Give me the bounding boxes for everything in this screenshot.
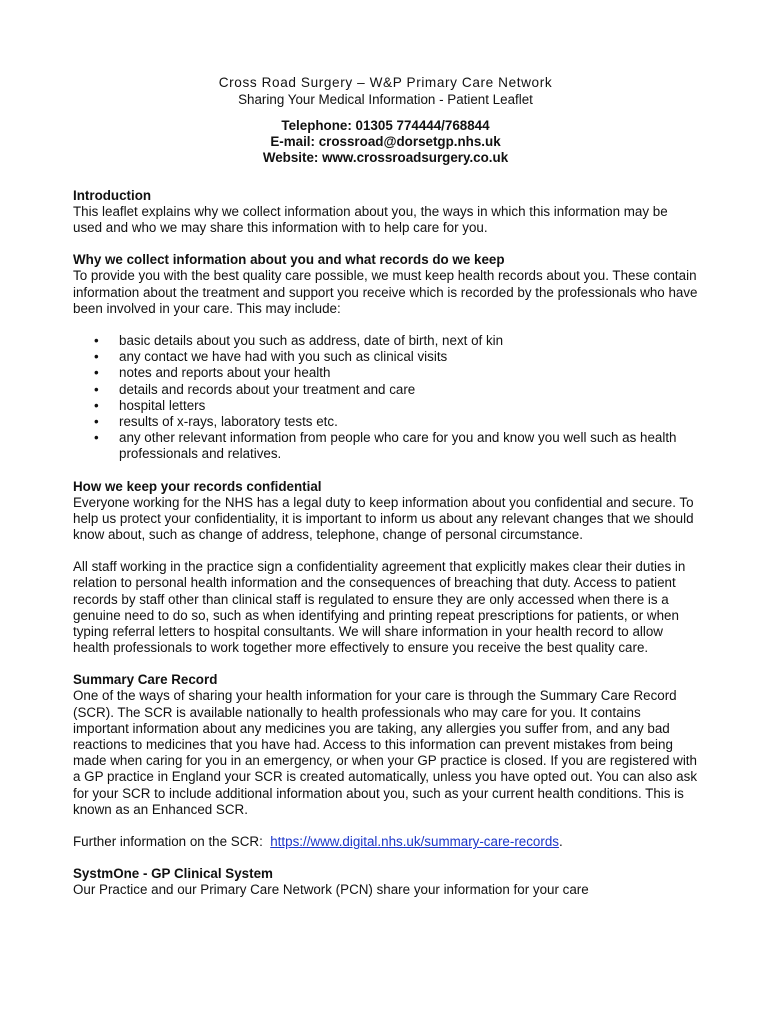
document-subtitle: Sharing Your Medical Information - Patient Leaflet <box>238 92 533 107</box>
systmone-text: Our Practice and our Primary Care Network (PCN) share your information for your care <box>73 882 589 898</box>
telephone-line: Telephone: 01305 774444/768844 <box>281 118 490 133</box>
scr-text: One of the ways of sharing your health information for your care is through the Summary Care Record (SCR). The SCR is available nationally to health professionals who may care for you. It contains important information about any medicines you are taking, any allergies you suffer from, and any bad reactions to medicines that you have had. Access to this information can prevent mistakes from being made when caring for you in an emergency, or when your GP practice is closed. If you are registered with a GP practice in England your SCR is created automatically, unless you have opted out. You can also ask for your SCR to include additional information about you, such as your current health conditions. This is known as an Enhanced SCR. <box>73 688 698 817</box>
scr-further-info <box>73 834 698 850</box>
contact-block <box>73 118 698 166</box>
list-item: • details and records about your treatment and care <box>119 382 698 398</box>
confidential-text-1: Everyone working for the NHS has a legal duty to keep information about you confidential and secure. To help us protect your confidentiality, it is important to inform us about any relevant changes that we should know about, such as change of address, telephone, change of personal circumstance. <box>73 494 694 543</box>
scr-further-prefix: Further information on the SCR: <box>73 834 271 850</box>
document-body <box>73 188 698 899</box>
introduction-text: This leaflet explains why we collect information about you, the ways in which this information may be used and who we may share this information with to help care for you. <box>73 204 668 236</box>
records-list <box>73 333 698 463</box>
confidential-heading: How we keep your records confidential <box>73 478 322 494</box>
list-item: • any other relevant information from people who care for you and know you well such as health professionals and relatives. <box>119 430 698 462</box>
introduction-heading: Introduction <box>73 188 152 203</box>
systmone-heading: SystmOne - GP Clinical System <box>73 866 273 882</box>
website-line: Website: www.crossroadsurgery.co.uk <box>262 150 509 165</box>
scr-heading: Summary Care Record <box>73 672 218 688</box>
document-header <box>73 74 698 166</box>
list-item: • hospital letters <box>119 398 698 414</box>
scr-link[interactable]: https://www.digital.nhs.uk/summary-care-records <box>270 834 559 850</box>
list-item: • any contact we have had with you such as clinical visits <box>119 349 698 365</box>
list-item: • results of x-rays, laboratory tests etc. <box>119 414 698 430</box>
list-item: • basic details about you such as address, date of birth, next of kin <box>119 333 698 349</box>
list-item: • notes and reports about your health <box>119 365 698 381</box>
scr-further-suffix: . <box>558 834 563 850</box>
why-collect-text: To provide you with the best quality care possible, we must keep health records about you. These contain information about the treatment and support you receive which is recorded by the professionals who have been involved in your care. This may include: <box>73 268 698 316</box>
document-title: Cross Road Surgery – W&P Primary Care Network <box>218 75 553 90</box>
confidential-text-2: All staff working in the practice sign a confidentiality agreement that explicitly makes clear their duties in relation to personal health information and the consequences of breaching that duty. Access to patient records by staff other than clinical staff is regulated to ensure they are only accessed when there is a genuine need to do so, such as when identifying and printing repeat prescriptions for patients, or when typing referral letters to hospital consultants. We will share information in your health record to allow health professionals to work together more effectively to ensure you receive the best quality care. <box>73 559 686 656</box>
document-page <box>73 74 698 899</box>
why-collect-heading: Why we collect information about you and what records do we keep <box>73 252 505 268</box>
email-line: E-mail: crossroad@dorsetgp.nhs.uk <box>270 134 501 149</box>
